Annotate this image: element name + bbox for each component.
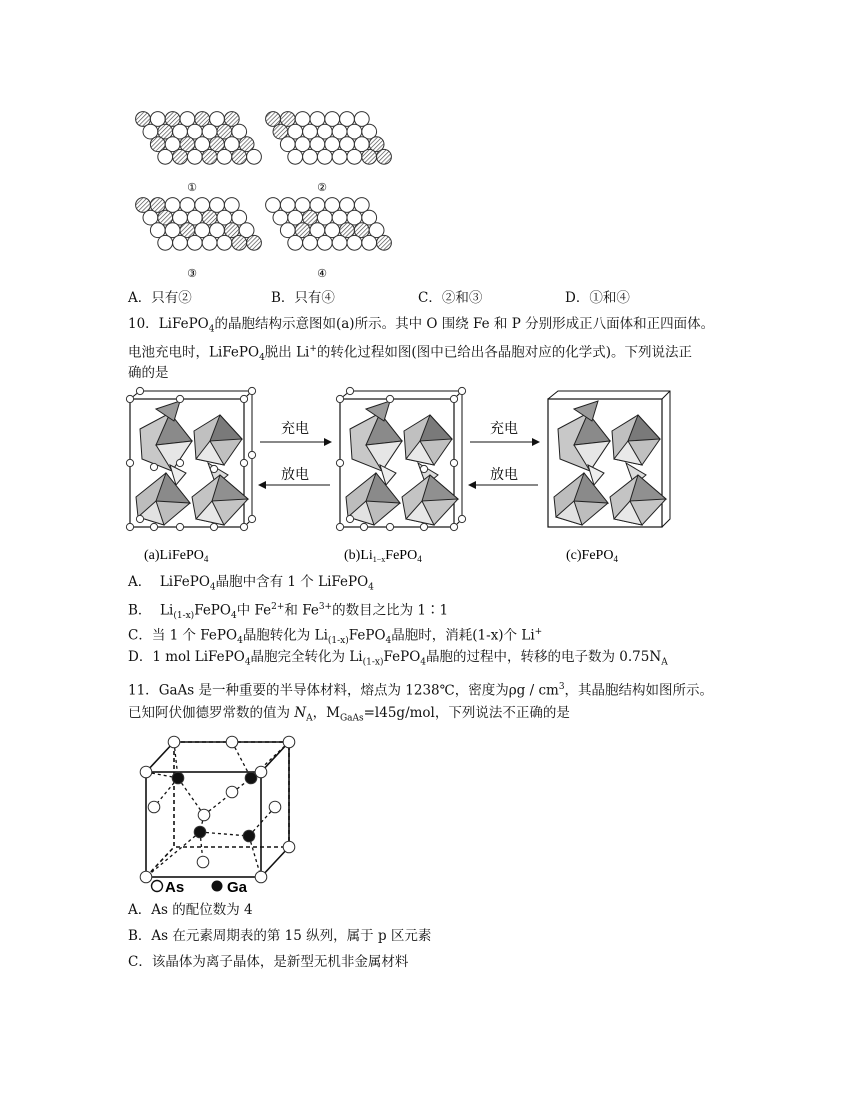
li-ion (458, 387, 465, 394)
li-ion (248, 451, 255, 458)
panel-label-2: ② (317, 181, 327, 194)
as-atom (226, 786, 238, 798)
packing-sphere (202, 235, 217, 250)
as-atom (140, 871, 152, 883)
as-atom (226, 736, 238, 748)
li-ion (240, 459, 247, 466)
packing-sphere (377, 149, 392, 164)
li-ion (458, 515, 465, 522)
packing-sphere (317, 149, 332, 164)
packing-sphere (158, 235, 173, 250)
li-ion (336, 395, 343, 402)
li-ion (210, 465, 217, 472)
packing-sphere (187, 235, 202, 250)
packing-panel-4 (266, 198, 392, 251)
packing-sphere (217, 149, 232, 164)
ga-legend-label: Ga (227, 879, 248, 896)
li-ion (126, 395, 133, 402)
charge-label-2: 充电 (490, 421, 518, 437)
q10-option-d[interactable]: D．1 mol LiFePO$_4$晶胞完全转化为 $Li_{(1-x)}FePO_4$晶胞的过程中，转移的电子数为 $0.75N_A$ (128, 649, 668, 668)
q11-stem-line2: 已知阿伏伽德罗常数的值为 $N_A$，$M_{GaAs}=l45g$/mol，下列说法不正确的是 (128, 705, 570, 724)
as-atom (148, 801, 160, 813)
discharge-label-2: 放电 (490, 467, 518, 483)
li-ion (176, 395, 183, 402)
li-ion (360, 523, 367, 530)
as-atom (283, 841, 295, 853)
as-atom (269, 801, 281, 813)
ga-legend-icon (212, 881, 223, 892)
packing-sphere (347, 149, 362, 164)
q10-option-a[interactable]: A． LiFePO$_4$晶胞中含有 1 个 LiFePO$_4$ (128, 574, 374, 593)
li-ion (386, 395, 393, 402)
q9-option-d[interactable]: D．①和④ (565, 290, 630, 306)
packing-sphere (377, 235, 392, 250)
as-atom (198, 809, 210, 821)
li-ion (240, 523, 247, 530)
li-ion (136, 387, 143, 394)
li-ion (210, 523, 217, 530)
li-ion (420, 523, 427, 530)
li-ion (136, 515, 143, 522)
q10-option-c[interactable]: C．当 1 个 FePO$_4$晶胞转化为 $Li_{(1-x)}FePO_4$晶胞时，消耗(1-x)个 Li+ (128, 627, 543, 647)
li-ion (450, 459, 457, 466)
packing-sphere (187, 149, 202, 164)
packing-panel-1 (136, 112, 262, 165)
as-atom (283, 736, 295, 748)
packing-sphere (303, 149, 318, 164)
ga-atom (194, 826, 206, 838)
ga-atom (245, 772, 257, 784)
q10-stem-line1: 10．LiFePO$_4$的晶胞结构示意图如(a)所示。其中 O 围绕 Fe 和 P 分别形成正八面体和正四面体。 (128, 316, 715, 335)
packing-sphere (332, 235, 347, 250)
ga-atom (172, 772, 184, 784)
packing-sphere (303, 235, 318, 250)
packing-figures (125, 105, 405, 285)
q11-stem-line1: 11．GaAs 是一种重要的半导体材料，熔点为 1238℃，密度为ρg / $cm^3$，其晶胞结构如图所示。 (128, 682, 714, 699)
cell-a-label: (a)LiFePO$_4$ (144, 548, 209, 564)
gaas-unit-cell-figure (128, 732, 303, 897)
q9-option-a[interactable]: A．只有② (128, 290, 192, 306)
q9-option-b[interactable]: B．只有④ (271, 290, 335, 306)
packing-sphere (202, 149, 217, 164)
charge-arrow-1 (260, 438, 332, 446)
li-ion (420, 465, 427, 472)
ga-atom (243, 830, 255, 842)
panel-label-3: ③ (187, 267, 197, 280)
packing-sphere (232, 235, 247, 250)
charge-label-1: 充电 (281, 421, 309, 437)
as-atom (197, 856, 209, 868)
panel-label-4: ④ (317, 267, 327, 280)
cell-c-label: (c)FePO$_4$ (566, 548, 618, 564)
packing-sphere (288, 235, 303, 250)
li-ion (346, 387, 353, 394)
li-ion (346, 515, 353, 522)
packing-sphere (317, 235, 332, 250)
packing-sphere (347, 235, 362, 250)
cell-b-label: $(b)Li_{1-x}FePO_4$ (344, 548, 422, 564)
cell-b (336, 387, 465, 530)
li-ion (126, 459, 133, 466)
packing-sphere (332, 149, 347, 164)
gaas-legend (152, 879, 248, 896)
discharge-label-1: 放电 (281, 467, 309, 483)
q11-option-a[interactable]: A．As 的配位数为 4 (128, 902, 253, 918)
li-ion (176, 523, 183, 530)
q9-options (0, 288, 860, 308)
li-ion (336, 459, 343, 466)
li-ion (386, 523, 393, 530)
lifepo4-cells-figure (118, 385, 678, 575)
q11-option-c[interactable]: C．该晶体为离子晶体，是新型无机非金属材料 (128, 954, 409, 970)
q9-option-c[interactable]: C．②和③ (418, 290, 483, 306)
li-ion (150, 523, 157, 530)
as-atom (168, 736, 180, 748)
packing-panel-2 (266, 112, 392, 165)
q10-stem-line3: 确的是 (128, 365, 169, 381)
li-ion (150, 463, 157, 470)
charge-arrow-2 (470, 438, 540, 446)
packing-sphere (362, 235, 377, 250)
packing-sphere (232, 149, 247, 164)
li-ion (450, 395, 457, 402)
li-ion (450, 523, 457, 530)
packing-sphere (362, 149, 377, 164)
li-ion (176, 459, 183, 466)
packing-sphere (158, 149, 173, 164)
packing-sphere (173, 235, 188, 250)
as-legend-icon (152, 881, 163, 892)
as-atom (140, 766, 152, 778)
li-ion (336, 523, 343, 530)
cell-a (126, 387, 255, 530)
q10-option-b[interactable]: B． $Li_{(1-x)}FePO_4$中 $Fe^{2+}$和 $Fe^{3+}$的数目之比为 1∶1 (128, 602, 449, 622)
li-ion (248, 387, 255, 394)
packing-sphere (288, 149, 303, 164)
panel-label-1: ① (187, 181, 197, 194)
as-legend-label: As (165, 879, 185, 896)
li-ion (126, 523, 133, 530)
packing-sphere (217, 235, 232, 250)
li-ion (248, 515, 255, 522)
q10-stem-line2: 电池充电时，LiFePO$_4$脱出 Li+的转化过程如图(图中已给出各晶胞对应的化学式)。下列说法正 (128, 344, 692, 364)
q11-option-b[interactable]: B．As 在元素周期表的第 15 纵列，属于 p 区元素 (128, 928, 432, 944)
packing-sphere (247, 235, 262, 250)
packing-sphere (173, 149, 188, 164)
packing-sphere (247, 149, 262, 164)
cell-c (548, 391, 670, 527)
packing-panel-3 (136, 198, 262, 251)
as-atom (255, 871, 267, 883)
li-ion (240, 395, 247, 402)
